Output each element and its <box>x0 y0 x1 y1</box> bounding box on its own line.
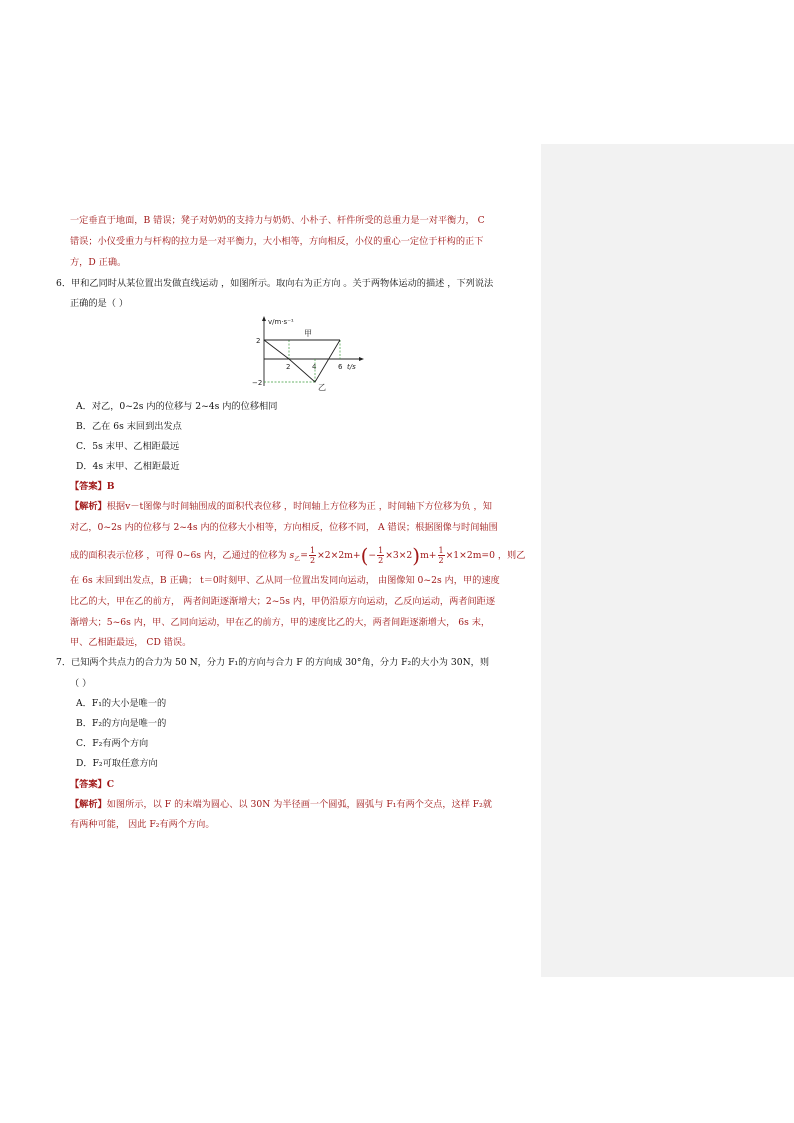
x-axis-label: t/s <box>347 363 356 371</box>
q6-option-a: A．对乙，0~2s 内的位移与 2~4s 内的位移相同 <box>76 401 278 412</box>
formula-frac-1 <box>309 546 316 565</box>
y-axis-label: v/m·s⁻¹ <box>268 318 294 326</box>
q6-analysis-text-3-pre: 成的面积表示位移 ，可得 0~6s 内，乙通过的位移为 <box>70 550 287 561</box>
q7-analysis-text-1: 如图所示，以 F 的末端为圆心、以 30N 为半径画一个圆弧，圆弧与 F₁有两个交点，这样 F₂就 <box>106 799 493 810</box>
q7-stem-line-1: 7．已知两个共点力的合力为 50 N，分力 F₁的方向与合力 F 的方向成 30°角，分力 F₂的大小为 30N，则 <box>56 657 490 668</box>
formula-rparen: ) <box>412 543 421 568</box>
q7-option-d: D．F₂可取任意方向 <box>76 758 158 769</box>
y-tick-2: 2 <box>256 337 261 345</box>
q7-answer-value: C <box>106 779 115 790</box>
q6-analysis-line-2: 对乙，0~2s 内的位移与 2~4s 内的位移大小相等，方向相反，位移不同， A 错误；根据图像与时间轴围 <box>70 522 498 533</box>
frac1-num: 1 <box>309 546 316 555</box>
formula-sub: 乙 <box>294 555 301 563</box>
series-yi-line <box>264 340 340 382</box>
q6-answer <box>70 480 115 494</box>
y-axis-arrow <box>262 316 266 321</box>
q7-answer <box>70 778 114 792</box>
prev-analysis-line-1: 一定垂直于地面，B 错误；凳子对奶奶的支持力与奶奶、小朴子、杆件所受的总重力是一对平衡力， C <box>70 215 485 226</box>
x-axis-arrow <box>359 357 364 361</box>
formula-term-3: m+ <box>420 550 437 561</box>
q6-stem-line-1: 6．甲和乙同时从某位置出发做直线运动 ，如图所示。取向右为正方向 。关于两物体运动的描述 ，下列说法 <box>56 278 494 289</box>
q6-analysis-label: 【解析】 <box>70 501 107 512</box>
q6-analysis-line-6: 渐增大；5~6s 内，甲、乙同向运动，甲在乙的前方，甲的速度比乙的大，两者间距逐渐增大， 6s 末， <box>70 617 491 628</box>
y-tick-neg2: −2 <box>252 379 263 387</box>
formula-lparen: ( <box>360 543 369 568</box>
series-yi-label: 乙 <box>318 383 326 392</box>
q6-analysis-line-1 <box>70 500 492 514</box>
prev-analysis-line-3: 方，D 正确。 <box>70 257 127 268</box>
q6-option-c: C．5s 末甲、乙相距最远 <box>76 441 180 452</box>
q6-option-b: B．乙在 6s 末回到出发点 <box>76 421 182 432</box>
q7-analysis-line-1 <box>70 798 492 812</box>
prev-analysis-line-2: 错误；小仪受重力与杆构的拉力是一对平衡力，大小相等，方向相反，小仪的重心一定位于杆构的正下 <box>70 236 484 247</box>
formula-frac-3 <box>438 546 445 565</box>
q7-option-a: A．F₁的大小是唯一的 <box>76 698 167 709</box>
q6-analysis-line-4: 在 6s 末回到出发点，B 正确； t＝0时刻甲、乙从同一位置出发同向运动， 由图像知 0~2s 内，甲的速度 <box>70 575 500 586</box>
formula-term-2: ×3×2 <box>385 550 413 561</box>
formula-term-4: ×1×2m=0 <box>445 550 495 561</box>
frac3-den: 2 <box>438 556 444 565</box>
q6-displacement-formula <box>289 543 498 568</box>
x-tick-4: 4 <box>312 363 317 371</box>
q6-analysis-line-3 <box>70 545 525 571</box>
formula-var-s: s <box>289 550 295 561</box>
formula-eq: = <box>300 550 308 561</box>
frac2-num: 1 <box>378 546 384 555</box>
q7-stem-line-2: （ ） <box>70 678 92 689</box>
q6-analysis-text-3-post: ，则乙 <box>497 550 526 561</box>
formula-minus: − <box>368 550 377 561</box>
x-tick-6: 6 <box>338 363 343 371</box>
q6-analysis-line-7: 甲、乙相距最远， CD 错误。 <box>70 637 192 648</box>
frac2-den: 2 <box>378 556 384 565</box>
q6-analysis-line-5: 比乙的大，甲在乙的前方， 两者间距逐渐增大；2~5s 内，甲仍沿原方向运动，乙反向运动，两者间距逐 <box>70 596 496 607</box>
q7-analysis-label: 【解析】 <box>70 799 107 810</box>
q7-analysis-line-2: 有两种可能， 因此 F₂有两个方向。 <box>70 819 215 830</box>
q6-stem-line-2: 正确的是（ ） <box>70 298 129 309</box>
q7-option-b: B．F₂的方向是唯一的 <box>76 718 167 729</box>
q6-answer-label: 【答案】 <box>70 481 107 492</box>
comment-pane <box>541 144 794 977</box>
vt-graph <box>250 314 370 392</box>
q6-option-d: D．4s 末甲、乙相距最近 <box>76 461 180 472</box>
q7-option-c: C．F₂有两个方向 <box>76 738 149 749</box>
frac3-num: 1 <box>438 546 444 555</box>
q6-answer-value: B <box>106 481 115 492</box>
q7-answer-label: 【答案】 <box>70 779 107 790</box>
series-jia-label: 甲 <box>304 329 312 338</box>
formula-frac-2 <box>377 546 384 565</box>
formula-term-1: ×2×2m+ <box>317 550 361 561</box>
x-tick-2: 2 <box>286 363 291 371</box>
q6-analysis-text-1: 根据v－t图像与时间轴围成的面积代表位移 ，时间轴上方位移为正 ，时间轴下方位移为负 ，知 <box>106 501 492 512</box>
frac1-den: 2 <box>309 556 316 565</box>
